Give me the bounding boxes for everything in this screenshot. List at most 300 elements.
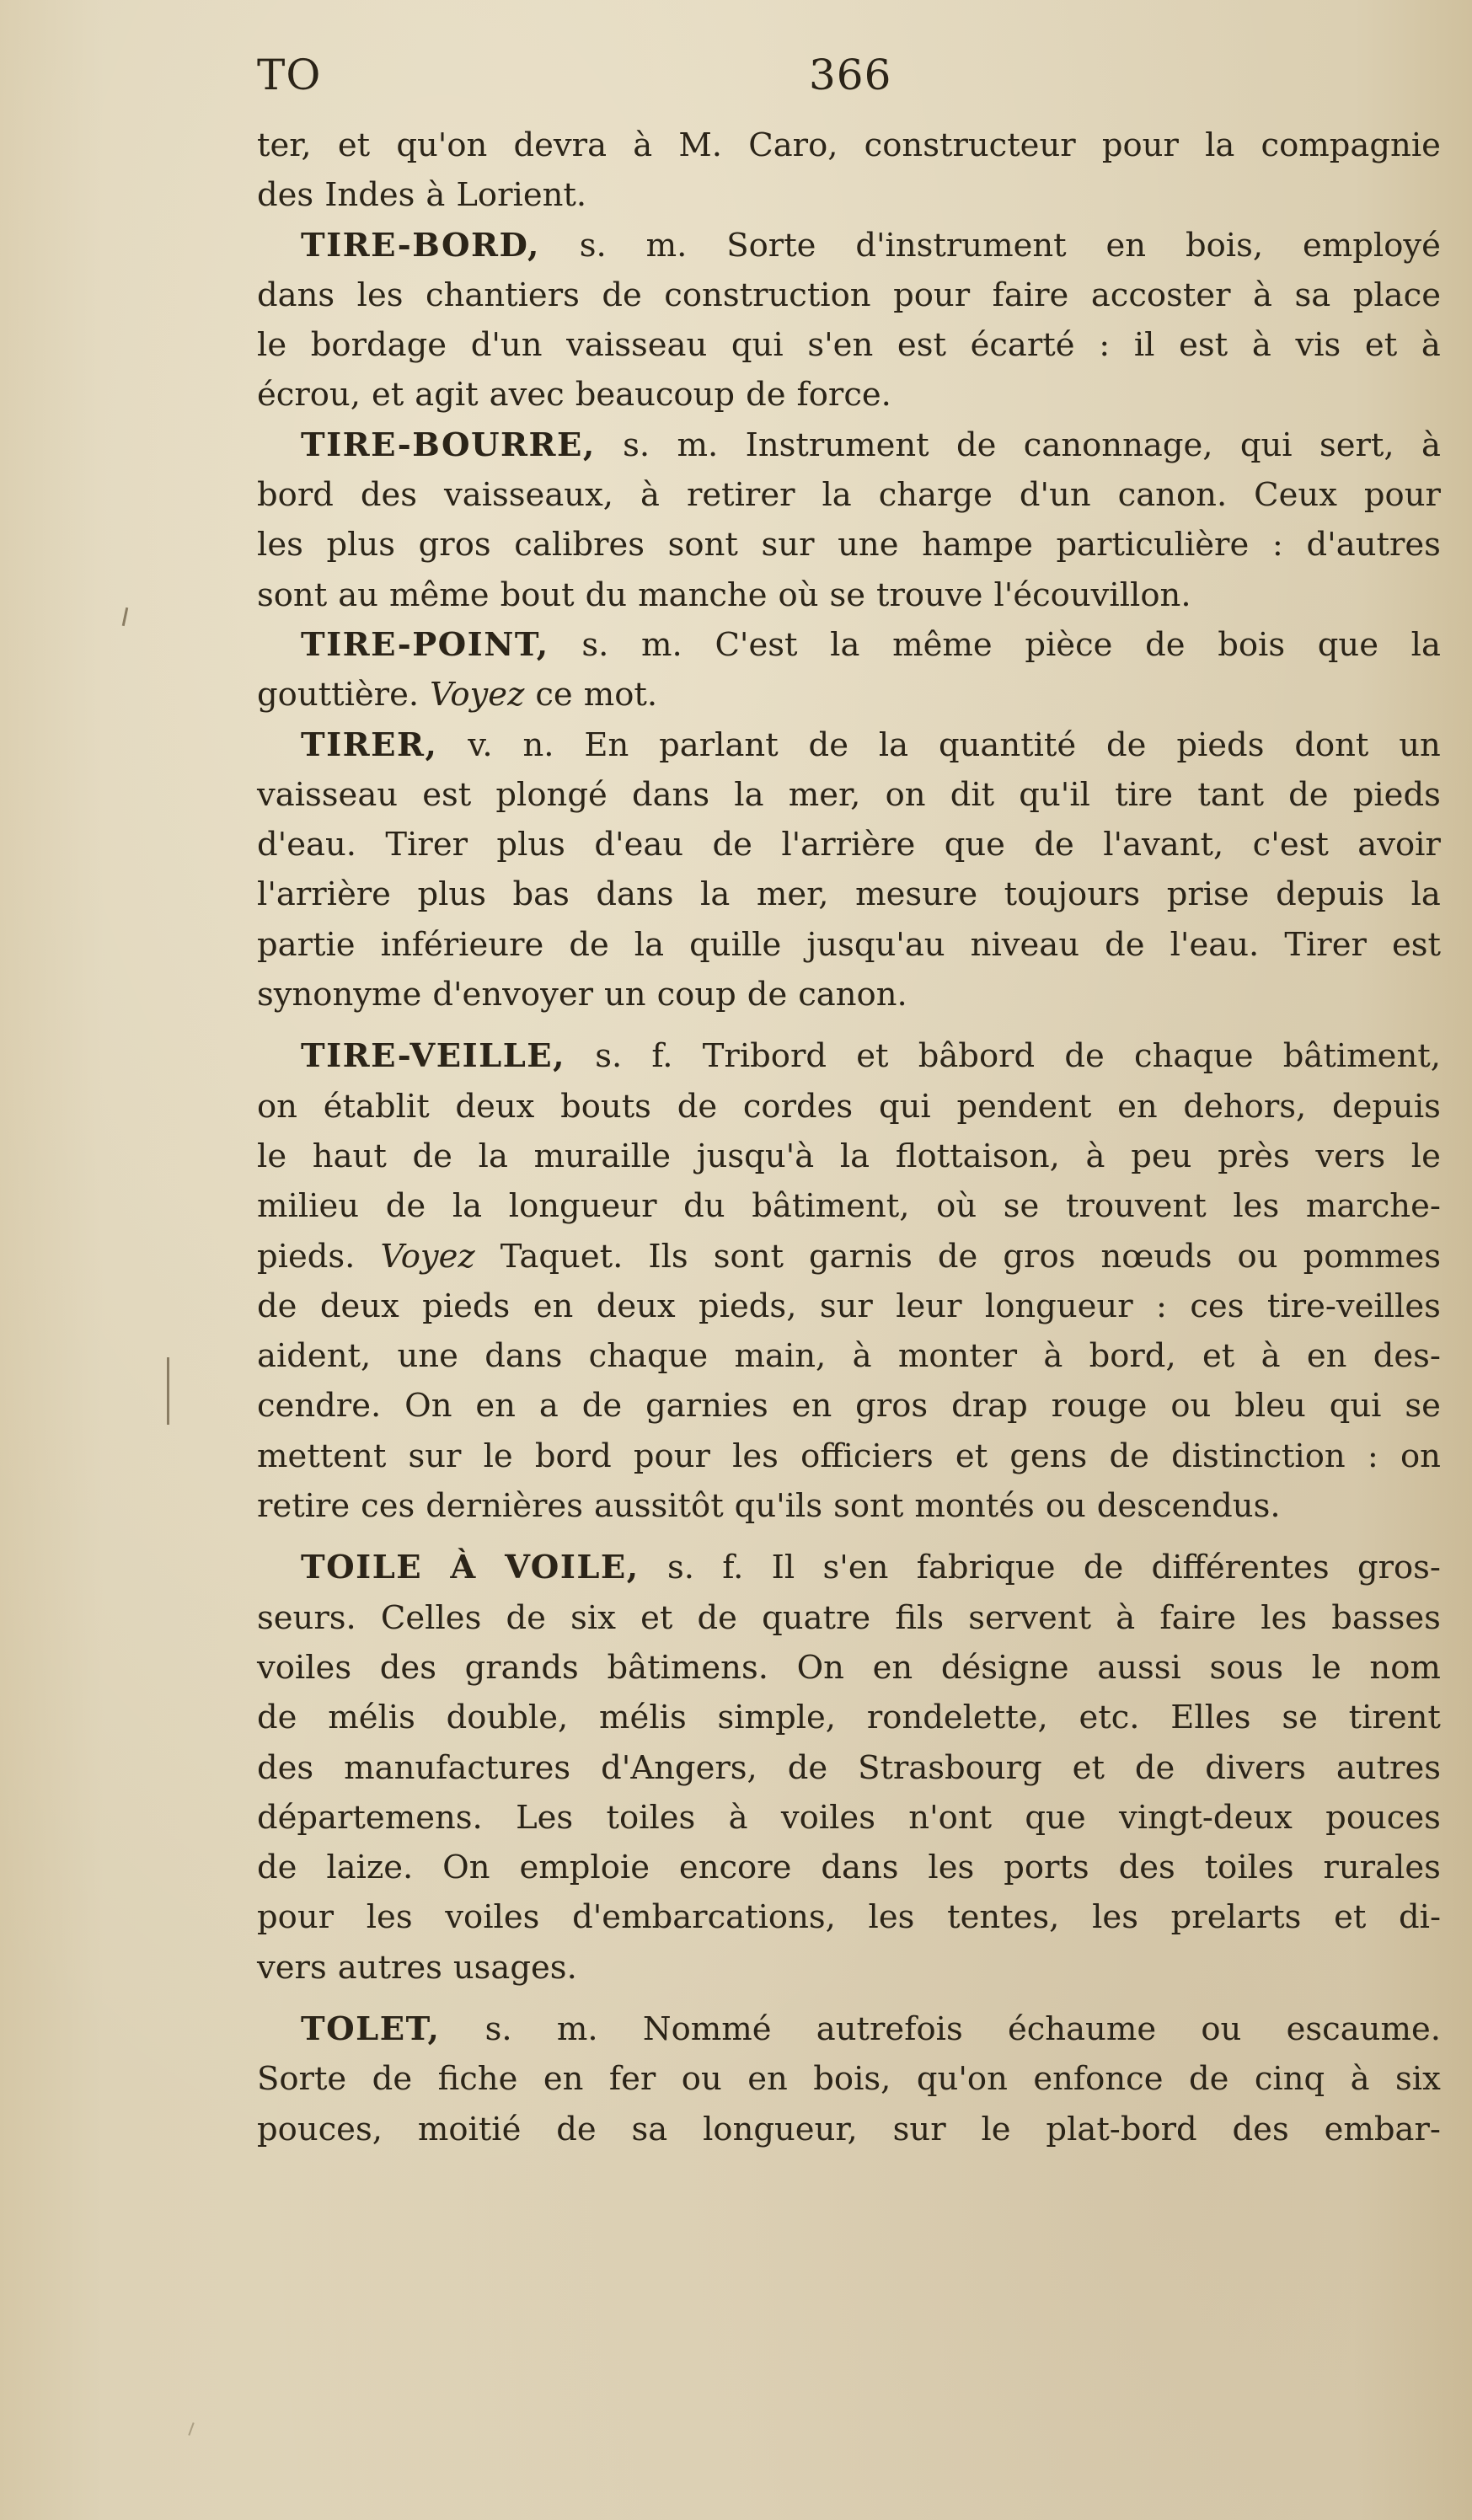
- word: de: [506, 1598, 546, 1637]
- word: il: [1133, 326, 1155, 365]
- word: niveau: [970, 925, 1080, 964]
- word: On: [796, 1648, 844, 1687]
- word: agit: [415, 376, 479, 415]
- word: de: [1134, 1748, 1175, 1787]
- word: bois,: [1185, 226, 1264, 265]
- word: rurales: [1323, 1849, 1441, 1887]
- word: double,: [446, 1699, 569, 1737]
- word: écrou,: [257, 376, 361, 415]
- word: à: [1251, 326, 1271, 365]
- word: de: [569, 925, 609, 964]
- word: vingt-deux: [1118, 1798, 1293, 1837]
- word: dans: [596, 875, 674, 914]
- text-line: [257, 170, 1441, 220]
- word: ces: [1190, 1287, 1245, 1325]
- text-line: [257, 869, 1441, 919]
- word: :: [1099, 326, 1111, 365]
- text-line: [257, 1693, 1441, 1742]
- word: le: [483, 1437, 513, 1475]
- word: bouts: [560, 1087, 651, 1126]
- word: bâbord: [918, 1037, 1036, 1076]
- headword: TIRE-BORD,: [301, 226, 540, 265]
- word: M.: [678, 126, 723, 164]
- word: dont: [1294, 725, 1369, 764]
- margin-tick: [188, 2422, 194, 2436]
- word: s.: [581, 625, 609, 664]
- word: six: [1395, 2060, 1441, 2099]
- word: m.: [645, 226, 688, 265]
- word: la: [1410, 625, 1441, 664]
- word: l'arrière: [257, 875, 391, 914]
- word: à: [633, 126, 653, 164]
- word: montés: [914, 1487, 1035, 1526]
- word: de: [1288, 775, 1329, 814]
- word: qu'on: [396, 126, 488, 164]
- word: drap: [951, 1387, 1028, 1426]
- word: de: [677, 1087, 718, 1126]
- word: une: [838, 526, 899, 564]
- word: marche-: [1305, 1187, 1441, 1226]
- word: d'autres: [1306, 526, 1441, 564]
- word: toiles: [1204, 1849, 1294, 1887]
- word: bas: [512, 875, 570, 914]
- word: tant: [1197, 775, 1264, 814]
- word: simple,: [717, 1699, 837, 1737]
- running-head: TO: [257, 51, 322, 99]
- word: bout: [500, 575, 575, 614]
- margin-tick: [122, 607, 129, 626]
- word: seurs.: [257, 1598, 356, 1637]
- word: en: [533, 1287, 574, 1325]
- word: de: [956, 425, 997, 464]
- word: ou: [1237, 1237, 1278, 1276]
- word: sur: [892, 2110, 946, 2148]
- word: cordes: [742, 1087, 854, 1126]
- word: vaisseau: [566, 326, 708, 365]
- word: de: [1064, 1037, 1105, 1076]
- word: :: [1271, 526, 1283, 564]
- word: force.: [796, 376, 891, 415]
- word: longueur,: [703, 2110, 858, 2148]
- word: mélis: [599, 1699, 687, 1737]
- word: fabrique: [916, 1549, 1056, 1587]
- word: muraille: [533, 1137, 671, 1175]
- word: mélis: [328, 1699, 415, 1737]
- word: de: [372, 2060, 413, 2099]
- word: que: [1317, 625, 1378, 664]
- word: ce: [535, 676, 573, 714]
- word: les: [868, 1898, 915, 1937]
- word: sur: [761, 526, 815, 564]
- word: tirent: [1348, 1699, 1441, 1737]
- text-line: [257, 720, 1441, 770]
- word: quantité: [938, 725, 1077, 764]
- word: pieds: [1176, 725, 1265, 764]
- word: usages.: [452, 1948, 577, 1987]
- word: autrefois: [816, 2009, 963, 2048]
- word: des: [257, 1748, 314, 1787]
- word: la: [830, 625, 860, 664]
- word: trouve: [876, 575, 983, 614]
- word: et: [856, 1037, 889, 1076]
- headword: À: [450, 1549, 477, 1587]
- word: à: [640, 476, 660, 515]
- word: Lorient.: [456, 176, 587, 215]
- word: canon.: [1117, 476, 1228, 515]
- word: s.: [595, 1037, 623, 1076]
- word: bâtiment,: [1282, 1037, 1441, 1076]
- word: des: [1118, 1849, 1175, 1887]
- word: et: [1334, 1898, 1367, 1937]
- text-line: [257, 1031, 1441, 1081]
- word: une: [397, 1337, 458, 1376]
- text-line: [257, 1281, 1441, 1331]
- word: au: [338, 575, 378, 614]
- word: flottaison,: [895, 1137, 1060, 1175]
- word: gros: [418, 526, 491, 564]
- word: la: [452, 1187, 483, 1226]
- word: dans: [484, 1337, 563, 1376]
- word: ter,: [257, 126, 312, 164]
- word: hampe: [922, 526, 1033, 564]
- word: sous: [1209, 1648, 1283, 1687]
- word: f.: [722, 1549, 744, 1587]
- word: encore: [678, 1849, 792, 1887]
- word: Celles: [380, 1598, 482, 1637]
- headword: TOLET,: [301, 2009, 441, 2048]
- word: et: [1364, 326, 1398, 365]
- word: Tribord: [702, 1037, 827, 1076]
- word: les: [732, 1437, 779, 1475]
- word: les: [356, 276, 404, 314]
- word: la: [734, 775, 764, 814]
- text-line: [257, 520, 1441, 570]
- word: de: [1083, 1549, 1124, 1587]
- word: tire: [1115, 775, 1174, 814]
- word: sont: [713, 1237, 784, 1276]
- word: ou: [681, 2060, 722, 2099]
- word: faire: [992, 276, 1069, 314]
- word: voiles: [257, 1648, 352, 1687]
- word: cinq: [1254, 2060, 1325, 2099]
- headword: TIRER,: [301, 725, 438, 764]
- word: la: [839, 1137, 870, 1175]
- word: se: [1405, 1387, 1441, 1426]
- word: même: [892, 625, 993, 664]
- word: la: [1205, 126, 1235, 164]
- word: officiers: [800, 1437, 934, 1475]
- word: avoir: [1357, 826, 1441, 864]
- word: retire: [257, 1487, 351, 1526]
- word: compagnie: [1261, 126, 1441, 164]
- text-line: [257, 470, 1441, 520]
- word: Ils: [648, 1237, 688, 1276]
- word: se: [1282, 1699, 1318, 1737]
- word: nom: [1369, 1648, 1441, 1687]
- word: écarté: [970, 326, 1075, 365]
- word: dans: [257, 276, 335, 314]
- word: plus: [326, 526, 396, 564]
- word: bois,: [813, 2060, 891, 2099]
- word: pieds: [1352, 775, 1441, 814]
- word: Les: [516, 1798, 574, 1837]
- word: que: [944, 826, 1005, 864]
- word: de: [412, 1137, 452, 1175]
- word: leur: [896, 1287, 962, 1325]
- word: enfonce: [1033, 2060, 1164, 2099]
- word: de: [1109, 1437, 1149, 1475]
- word: établit: [323, 1087, 430, 1126]
- word: tentes,: [947, 1898, 1060, 1937]
- word: gouttière.: [257, 676, 420, 714]
- word: deux: [596, 1287, 676, 1325]
- word: à: [1043, 1337, 1063, 1376]
- word: sa: [631, 2110, 668, 2148]
- word: synonyme: [257, 976, 422, 1014]
- word: basses: [1331, 1598, 1441, 1637]
- word: f.: [651, 1037, 673, 1076]
- text-line: [257, 670, 1441, 720]
- word: à: [426, 176, 446, 215]
- word: s'en: [822, 1549, 889, 1587]
- word: de: [1145, 625, 1186, 664]
- word: à: [1261, 1337, 1281, 1376]
- word: calibres: [514, 526, 645, 564]
- word: manche: [638, 575, 768, 614]
- word: un: [604, 976, 646, 1014]
- word: devra: [513, 126, 608, 164]
- word: plus: [496, 826, 565, 864]
- text-line: [257, 820, 1441, 869]
- word: du: [585, 575, 628, 614]
- word: Elles: [1170, 1699, 1251, 1737]
- word: bord: [534, 1437, 612, 1475]
- word: de: [385, 1187, 426, 1226]
- word: servent: [968, 1598, 1092, 1637]
- word: ces: [361, 1487, 415, 1526]
- word: Nommé: [642, 2009, 772, 2048]
- word: qui: [1329, 1387, 1382, 1426]
- word: sa: [1294, 276, 1331, 314]
- word: accoster: [1090, 276, 1231, 314]
- word: haut: [312, 1137, 387, 1175]
- word: départemens.: [257, 1798, 483, 1837]
- word: rouge: [1051, 1387, 1148, 1426]
- word: gros: [855, 1387, 929, 1426]
- word: fiche: [437, 2060, 518, 2099]
- word: charge: [878, 476, 993, 515]
- word: Taquet.: [500, 1237, 624, 1276]
- word: jusqu'au: [806, 925, 945, 964]
- word: et: [1202, 1337, 1235, 1376]
- word: ports: [1004, 1849, 1089, 1887]
- word: et: [337, 126, 371, 164]
- word: Instrument: [745, 425, 929, 464]
- word: d'un: [1019, 476, 1091, 515]
- word: de: [712, 826, 752, 864]
- word: tire-veilles: [1266, 1287, 1441, 1325]
- word: gens: [1009, 1437, 1088, 1475]
- word: différentes: [1151, 1549, 1330, 1587]
- word: chantiers: [426, 276, 580, 314]
- text-line: [257, 1381, 1441, 1431]
- word: des-: [1373, 1337, 1441, 1376]
- word: autres: [337, 1948, 442, 1987]
- word: à: [852, 1337, 872, 1376]
- word: se: [829, 575, 866, 614]
- word: qui: [731, 326, 784, 365]
- word: d'un: [470, 326, 543, 365]
- word: pièce: [1025, 625, 1113, 664]
- word: d'Angers,: [601, 1748, 757, 1787]
- word: aussitôt: [593, 1487, 724, 1526]
- word: mer,: [756, 875, 829, 914]
- headword: TIRE-VEILLE,: [301, 1037, 566, 1076]
- word: à: [1116, 1598, 1136, 1637]
- word: de: [787, 1748, 828, 1787]
- word: de: [556, 2110, 597, 2148]
- word: à: [1350, 2060, 1370, 2099]
- word: depuis: [1331, 1087, 1441, 1126]
- text-line: [257, 1082, 1441, 1132]
- word: l'avant,: [1103, 826, 1224, 864]
- word: Sorte: [726, 226, 816, 265]
- word: sert,: [1319, 425, 1394, 464]
- word: vaisseau: [257, 775, 399, 814]
- headword: TIRE-BOURRE,: [301, 425, 596, 464]
- word: de: [257, 1699, 297, 1737]
- word: distinction: [1171, 1437, 1346, 1475]
- word: prise: [1166, 875, 1250, 914]
- word: l'écouvillon.: [993, 575, 1191, 614]
- word: fils: [895, 1598, 945, 1637]
- word: Indes: [324, 176, 415, 215]
- word: bois: [1218, 625, 1286, 664]
- word: bord,: [1089, 1337, 1176, 1376]
- word: grands: [464, 1648, 579, 1687]
- text-line: [257, 1431, 1441, 1481]
- word: :: [1367, 1437, 1378, 1475]
- word: de: [581, 1387, 623, 1426]
- word: d'instrument: [855, 226, 1067, 265]
- word: pour: [1101, 126, 1179, 164]
- word: d'envoyer: [432, 976, 594, 1014]
- word: rondelette,: [866, 1699, 1048, 1737]
- word: d'eau.: [257, 826, 357, 864]
- word: dehors,: [1183, 1087, 1307, 1126]
- text-line: [257, 970, 1441, 1019]
- word: sont: [667, 526, 738, 564]
- word: l'arrière: [781, 826, 916, 864]
- word: s.: [484, 2009, 512, 2048]
- word: pieds: [422, 1287, 511, 1325]
- word: a: [538, 1387, 559, 1426]
- word: est: [422, 775, 472, 814]
- word: embar-: [1324, 2110, 1441, 2148]
- text-line: [257, 1793, 1441, 1843]
- text-line: [257, 1132, 1441, 1181]
- word: la: [478, 1137, 508, 1175]
- word: :: [1156, 1287, 1167, 1325]
- word: mettent: [257, 1437, 387, 1475]
- word: place: [1352, 276, 1441, 314]
- word: longueur: [984, 1287, 1133, 1325]
- word: qu'ils: [734, 1487, 823, 1526]
- paragraph-gap: [257, 1531, 1441, 1543]
- word: des: [379, 1648, 436, 1687]
- word: voiles: [780, 1798, 875, 1837]
- word: inférieure: [380, 925, 544, 964]
- text-line: [257, 1181, 1441, 1231]
- text-line: [257, 1743, 1441, 1793]
- word: le: [1311, 1648, 1341, 1687]
- word: pouces,: [257, 2110, 383, 2148]
- word: les: [1233, 1187, 1280, 1226]
- word: de: [257, 1287, 297, 1325]
- word: avec: [489, 376, 565, 415]
- word: emploie: [519, 1849, 650, 1887]
- text-line: [257, 1543, 1441, 1592]
- word: Tirer: [385, 826, 468, 864]
- word: m.: [677, 425, 719, 464]
- word: On: [442, 1849, 490, 1887]
- word: on: [1400, 1437, 1441, 1475]
- word: la: [822, 476, 852, 515]
- word: v.: [468, 725, 493, 764]
- word: depuis: [1276, 875, 1385, 914]
- word: aident,: [257, 1337, 372, 1376]
- word: sur: [819, 1287, 873, 1325]
- word: ou: [1045, 1487, 1086, 1526]
- word: toujours: [1004, 875, 1141, 914]
- word: des: [360, 476, 418, 515]
- word: les: [1092, 1898, 1138, 1937]
- word: en: [1306, 1337, 1347, 1376]
- word: manufactures: [344, 1748, 571, 1787]
- word: échaume: [1007, 2009, 1157, 2048]
- word: où: [936, 1187, 977, 1226]
- word: nœuds: [1100, 1237, 1212, 1276]
- word: l'eau.: [1170, 925, 1260, 964]
- word: mot.: [583, 676, 658, 714]
- word: d'eau: [594, 826, 684, 864]
- word: de: [808, 725, 848, 764]
- word: gros: [1003, 1237, 1076, 1276]
- word: le: [257, 1137, 287, 1175]
- word: Sorte: [257, 2060, 347, 2099]
- word: Il: [771, 1549, 795, 1587]
- word: m.: [556, 2009, 598, 2048]
- word: pour: [1363, 476, 1441, 515]
- word: de: [937, 1237, 978, 1276]
- word: retirer: [686, 476, 795, 515]
- word: garnies: [645, 1387, 768, 1426]
- word: dit: [950, 775, 995, 814]
- text-line: [257, 570, 1441, 620]
- word: dernières: [426, 1487, 583, 1526]
- word: laize.: [326, 1849, 414, 1887]
- word: chaque: [588, 1337, 709, 1376]
- word: canon.: [798, 976, 907, 1014]
- word: partie: [257, 925, 356, 964]
- word: de: [746, 376, 786, 415]
- word: sont: [833, 1487, 904, 1526]
- word: pendent: [956, 1087, 1092, 1126]
- word: sont: [257, 575, 328, 614]
- word: gros-: [1357, 1549, 1441, 1587]
- word: pieds.: [257, 1237, 356, 1276]
- word: moitié: [417, 2110, 522, 2148]
